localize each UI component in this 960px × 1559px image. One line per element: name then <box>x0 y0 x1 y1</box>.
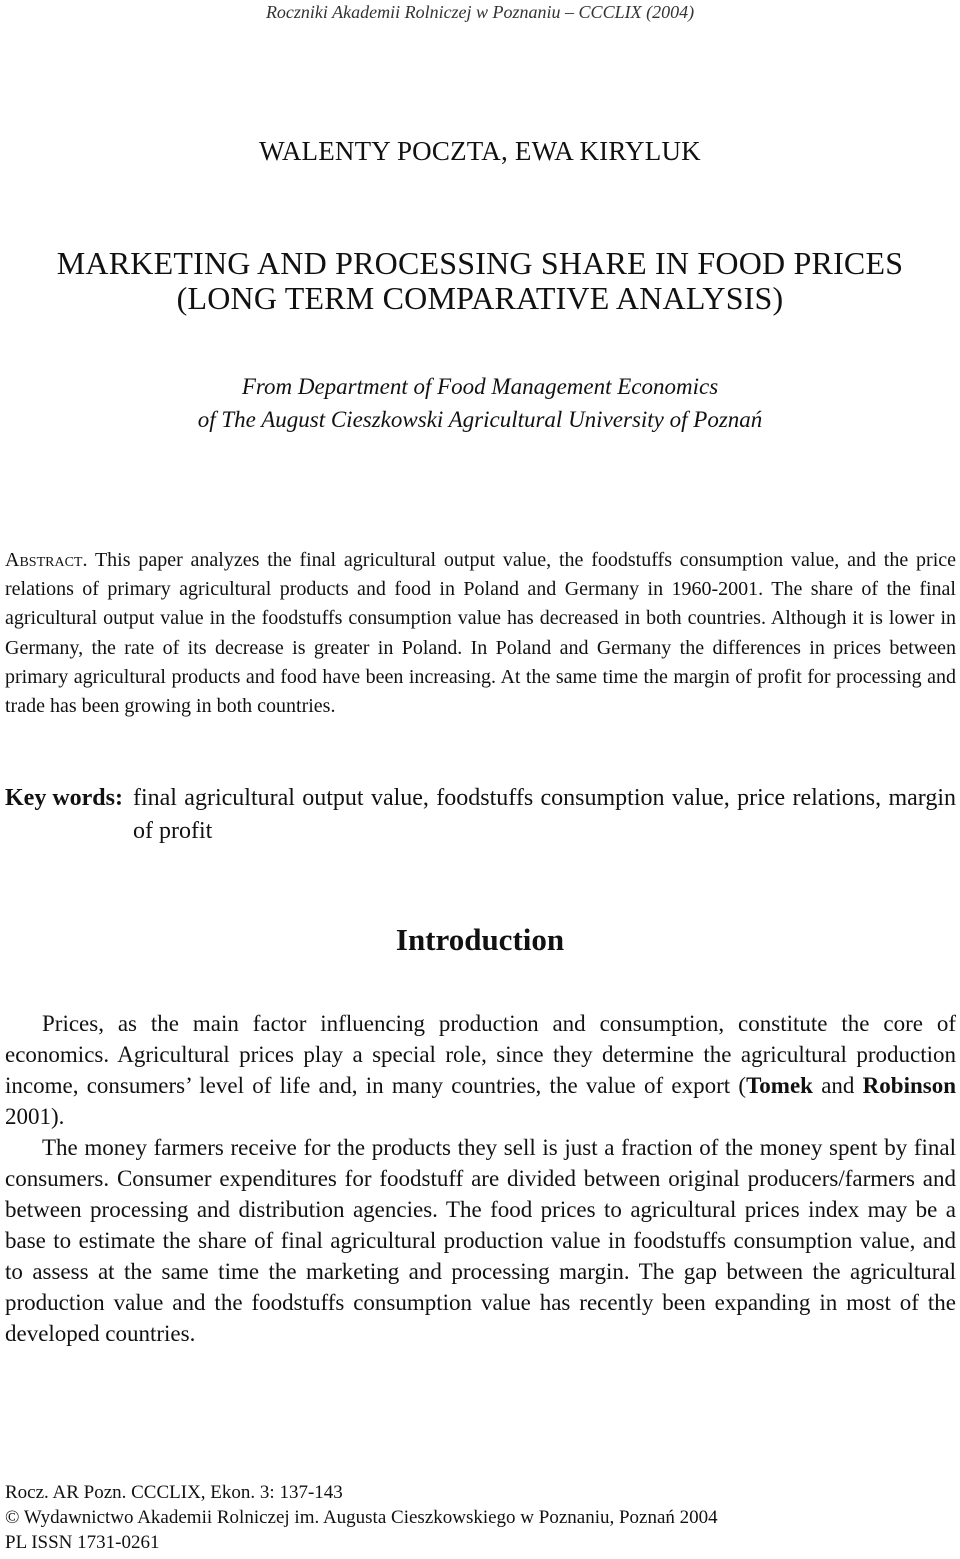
abstract <box>5 546 956 721</box>
paragraph-1-text: Prices, as the main factor influencing production and consumption, constitute the core of economics. Agricultural prices play a special role, since they determine the agricultural production income, consumers’ level of life and, in many countries, the value of export ( <box>5 1011 956 1098</box>
keywords <box>5 782 956 848</box>
citation-year: 2001). <box>5 1104 65 1129</box>
footer-citation: Rocz. AR Pozn. CCCLIX, Ekon. 3: 137-143 <box>5 1482 343 1503</box>
introduction-body <box>5 1008 956 1349</box>
footer-copyright: © Wydawnictwo Akademii Rolniczej im. Augusta Cieszkowskiego w Poznaniu, Poznań 2004 <box>5 1507 718 1528</box>
author-names: WALENTY POCZTA, EWA KIRYLUK <box>259 136 701 166</box>
affiliation-line-2: of The August Cieszkowski Agricultural University of Poznań <box>197 407 763 432</box>
citation-author-tomek: Tomek <box>746 1073 813 1098</box>
affiliation <box>0 370 960 436</box>
paper-title <box>0 246 960 316</box>
footer-issn: PL ISSN 1731-0261 <box>5 1532 160 1553</box>
citation-author-robinson: Robinson <box>862 1073 956 1098</box>
paragraph-1 <box>5 1008 956 1132</box>
title-line-1: MARKETING AND PROCESSING SHARE IN FOOD PRICES <box>56 245 904 281</box>
footer <box>5 1480 956 1555</box>
abstract-label: Abstract. <box>5 549 88 571</box>
section-heading-introduction: Introduction <box>395 922 565 957</box>
citation-conjunction: and <box>812 1073 863 1098</box>
keywords-text: final agricultural output value, foodstuffs consumption value, price relations, margin of profit <box>132 785 956 844</box>
keywords-label: Key words: <box>5 785 123 811</box>
paragraph-2: The money farmers receive for the products they sell is just a fraction of the money spent by final consumers. Consumer expenditures for foodstuff are divided between original producers/farmers and between processing and distribution agencies. The food prices to agricultural prices index may be a base to estimate the share of final agricultural production value in foodstuffs consumption value, and to assess at the same time the marketing and processing margin. The gap between the agricultural production value and the foodstuffs consumption value has recently been expanding in most of the developed countries. <box>5 1135 956 1346</box>
title-line-2: (LONG TERM COMPARATIVE ANALYSIS) <box>176 280 784 316</box>
affiliation-line-1: From Department of Food Management Economics <box>241 374 719 399</box>
running-head: Roczniki Akademii Rolniczej w Poznaniu – CCCLIX (2004) <box>265 2 695 22</box>
abstract-text: This paper analyzes the final agricultural output value, the foodstuffs consumption value, and the price relations of primary agricultural products and food in Poland and Germany in 1960-2001. The share of the final agricultural output value in the foodstuffs consumption value has decreased in both countries. Although it is lower in Germany, the rate of its decrease is greater in Poland. In Poland and Germany the differences in prices between primary agricultural products and food have been increasing. At the same time the margin of profit for processing and trade has been growing in both countries. <box>5 549 957 718</box>
